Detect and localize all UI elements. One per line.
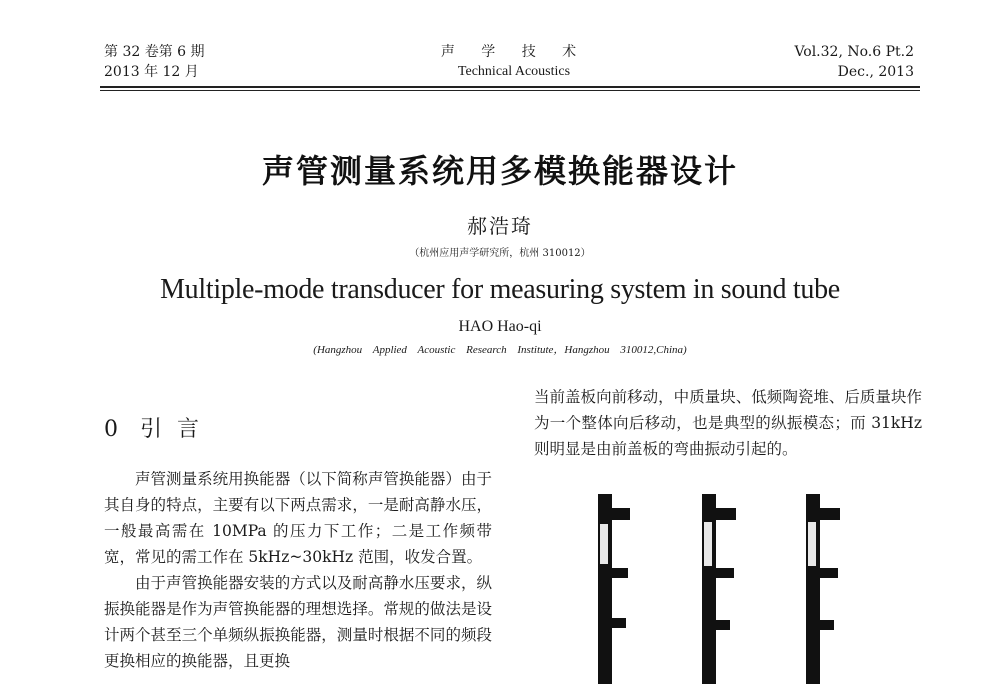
header-center xyxy=(414,42,614,82)
journal-name-en: Technical Acoustics xyxy=(457,64,571,79)
middle-mass xyxy=(820,568,838,578)
left-column xyxy=(104,466,492,674)
body-paragraph: 声管测量系统用换能器（以下简称声管换能器）由于其自身的特点，主要有以下两点需求，一是耐高静水压，一般最高需在 10MPa 的压力下工作；二是工作频带宽，常见的需工作在 5kHz~30kHz 范围，收发合置。 xyxy=(104,470,492,566)
volume-issue-cn: 第 32 卷第 6 期 xyxy=(104,44,205,60)
header-rule-thick xyxy=(100,86,920,88)
highlight-region xyxy=(600,524,608,564)
body-paragraph: 当前盖板向前移动，中质量块、低频陶瓷堆、后质量块作为一个整体向后移动，也是典型的纵振模态；而 31kHz 则明显是由前盖板的弯曲振动引起的。 xyxy=(534,388,922,458)
author-name-en: HAO Hao-qi xyxy=(458,318,542,335)
middle-mass xyxy=(716,568,734,578)
middle-mass xyxy=(612,568,628,578)
right-column xyxy=(534,384,922,462)
figure-mode-shape-1 xyxy=(596,494,636,684)
body-paragraph: 由于声管换能器安装的方式以及耐高静水压要求，纵振换能器是作为声管换能器的理想选择。常规的做法是设计两个甚至三个单频纵振换能器，测量时根据不同的频段更换相应的换能器，且更换 xyxy=(104,574,492,670)
rear-mass xyxy=(820,620,834,630)
header-left xyxy=(104,42,205,82)
front-plate xyxy=(716,508,736,520)
front-plate xyxy=(612,508,630,520)
figure-mode-shape-2 xyxy=(700,494,740,684)
front-plate xyxy=(820,508,840,520)
figure-mode-shape-3 xyxy=(804,494,844,684)
affiliation-cn: （杭州应用声学研究所，杭州 310012） xyxy=(409,248,591,259)
author-name-cn: 郝浩琦 xyxy=(467,214,533,238)
article-title-cn: 声管测量系统用多模换能器设计 xyxy=(261,152,738,190)
rear-mass xyxy=(612,618,626,628)
section-number: 0 xyxy=(104,417,122,442)
transducer-body xyxy=(598,494,612,684)
highlight-region xyxy=(704,522,712,566)
volume-issue-en: Vol.32, No.6 Pt.2 xyxy=(794,44,914,60)
journal-name-cn: 声 学 技 术 xyxy=(440,44,588,60)
highlight-region xyxy=(808,522,816,566)
affiliation-en: (Hangzhou Applied Acoustic Research Institute，Hangzhou 310012,China) xyxy=(313,344,687,356)
article-title-en: Multiple-mode transducer for measuring system in sound tube xyxy=(160,274,840,305)
header-right xyxy=(794,42,914,82)
date-cn: 2013 年 12 月 xyxy=(104,64,199,80)
section-heading xyxy=(104,412,203,443)
section-title: 引 言 xyxy=(140,417,203,442)
header-rule-thin xyxy=(100,90,920,91)
rear-mass xyxy=(716,620,730,630)
date-en: Dec., 2013 xyxy=(837,64,914,80)
